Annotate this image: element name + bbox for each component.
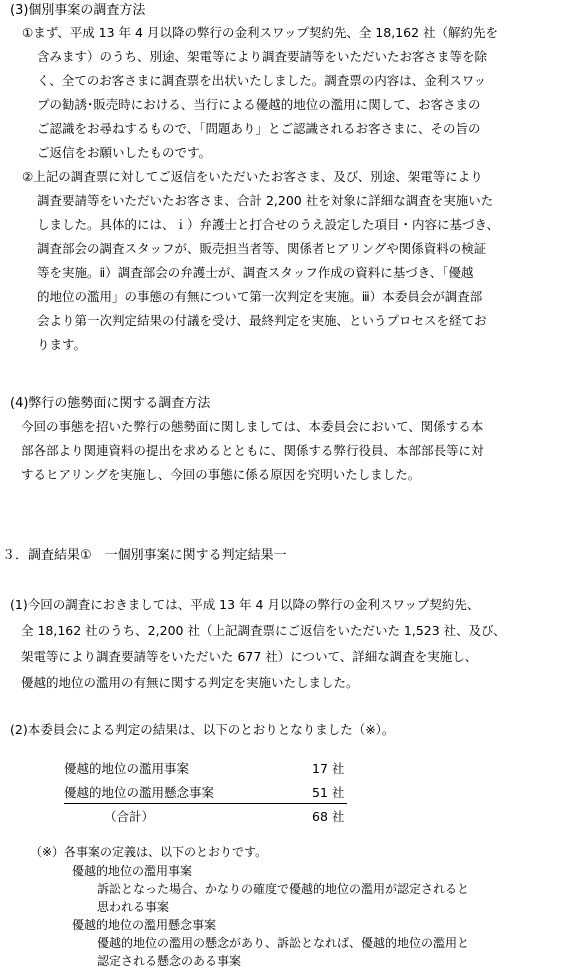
item1-line: ご返信をお願いしたものです。 [37, 145, 212, 160]
item2-line: 的地位の濫用」の事態の有無について第一次判定を実施。ⅲ）本委員会が調査部 [37, 289, 483, 304]
definition-line: 訴訟となった場合、かなりの確度で優越的地位の濫用が認定されると [97, 882, 470, 896]
table-row-value: 17 社 [312, 761, 345, 776]
item1-line: 含みます）のうち、別途、架電等により調査要請等をいただいたお客さま等を除 [37, 49, 488, 64]
table-row-label: 優越的地位の濫用懸念事案 [64, 785, 215, 800]
section-4-line: 今回の事態を招いた弊行の態勢面に関しましては、本委員会において、関係する本 [21, 419, 484, 434]
definition-line: 優越的地位の濫用の懸念があり、訴訟となれば、優越的地位の濫用と [97, 936, 470, 950]
item2-line: 調査要請等をいただいたお客さま、合計 2,200 社を対象に詳細な調査を実施いた [37, 193, 494, 208]
table-row-label: （合計） [104, 809, 155, 824]
item2-line: しました。具体的には、ｉ）弁護士と打合せのうえ設定した項目・内容に基づき、 [37, 217, 500, 232]
item1-line: ①まず、平成 13 年 4 月以降の弊行の金利スワップ契約先、全 18,162 社（解約先を [22, 25, 499, 40]
item1-line: ご認識をお尋ねするもので、「問題あり」とご認識されるお客さまに、その旨の [37, 121, 481, 136]
section-4-heading: (4)弊行の態勢面に関する調査方法 [10, 396, 211, 411]
item2-line: 調査部会の調査スタッフが、販売担当者等、関係者ヒアリングや関係資料の検証 [37, 241, 487, 256]
item2-line: 会より第一次判定結果の付議を受け、最終判定を実施、というプロセスを経てお [37, 313, 487, 328]
definition-line: 認定される懸念のある事案 [97, 954, 242, 968]
item2-line: 等を実施。ⅱ）調査部会の弁護士が、調査スタッフ作成の資料に基づき、「優越 [37, 265, 474, 280]
section-4-line: するヒアリングを実施し、今回の事態に係る原因を究明いたしました。 [21, 467, 421, 482]
results-heading: ３．調査結果① 一個別事案に関する判定結果一 [2, 548, 287, 563]
section-3-heading: (3)個別事案の調査方法 [10, 3, 146, 18]
result-p2: (2)本委員会による判定の結果は、以下のとおりとなりました（※）。 [10, 722, 395, 737]
item2-line: ②上記の調査票に対してご返信をいただいたお客さま、及び、別途、架電等により [22, 169, 483, 184]
result-p1-line: (1)今回の調査におきましては、平成 13 年 4 月以降の弊行の金利スワップ契約先、 [10, 597, 480, 612]
item1-line: く、全てのお客さまに調査票を出状いたしました。調査票の内容は、金利スワッ [37, 73, 487, 88]
table-row-value: 68 社 [312, 809, 345, 824]
definition-title: 優越的地位の濫用懸念事案 [72, 918, 217, 932]
note-intro: （※）各事案の定義は、以下のとおりです。 [30, 845, 268, 859]
table-row-label: 優越的地位の濫用事案 [64, 761, 190, 776]
table-row-value: 51 社 [312, 785, 345, 800]
definition-line: 思われる事案 [97, 900, 170, 914]
definition-title: 優越的地位の濫用事案 [72, 864, 193, 878]
section-4-line: 部各部より関連資料の提出を求めるとともに、関係する弊行役員、本部部長等に対 [21, 443, 484, 458]
result-p1-line: 架電等により調査要請等をいただいた 677 社）について、詳細な調査を実施し、 [21, 649, 478, 664]
total-underline [64, 803, 347, 804]
result-p1-line: 全 18,162 社のうち、2,200 社（上記調査票にご返信をいただいた 1,523 社、及び、 [21, 623, 506, 638]
item2-line: ります。 [37, 337, 87, 352]
item1-line: プの勧誘･販売時における、当行による優越的地位の濫用に関して、お客さまの [37, 97, 481, 112]
result-p1-line: 優越的地位の濫用の有無に関する判定を実施いたしました。 [21, 675, 359, 690]
